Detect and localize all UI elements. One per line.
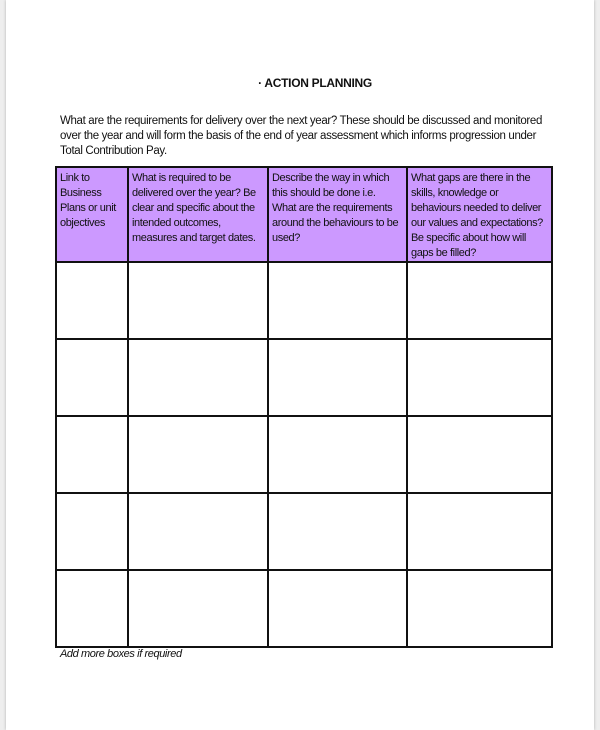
header-gaps: What gaps are there in the skills, knowledge or behaviours needed to deliver our values and expectations? Be specific about how will gaps be filled? [407,167,552,262]
table-cell[interactable] [268,339,407,416]
table-cell[interactable] [56,493,128,570]
table-row [56,416,552,493]
table-cell[interactable] [268,416,407,493]
page-title: · ACTION PLANNING [258,76,372,90]
footnote: Add more boxes if required [60,648,182,660]
table-cell[interactable] [128,339,268,416]
table-row [56,339,552,416]
table-cell[interactable] [56,262,128,339]
table-cell[interactable] [56,339,128,416]
table-cell[interactable] [56,570,128,647]
table-cell[interactable] [268,493,407,570]
table-header-row [56,167,552,262]
table-row [56,493,552,570]
table-cell[interactable] [407,416,552,493]
table-cell[interactable] [407,493,552,570]
header-business-plans: Link to Business Plans or unit objectives [56,167,128,262]
header-describe-way: Describe the way in which this should be done i.e. What are the requirements around the behaviours to be used? [268,167,407,262]
table-cell[interactable] [407,339,552,416]
action-planning-table [55,166,553,648]
document-page [6,0,594,730]
table-cell[interactable] [56,416,128,493]
table-row [56,262,552,339]
table-cell[interactable] [268,262,407,339]
table-cell[interactable] [128,262,268,339]
table-cell[interactable] [407,570,552,647]
header-what-required: What is required to be delivered over the year? Be clear and specific about the intended outcomes, measures and target dates. [128,167,268,262]
table-cell[interactable] [128,416,268,493]
table-cell[interactable] [407,262,552,339]
table-cell[interactable] [268,570,407,647]
table-row [56,570,552,647]
table-cell[interactable] [128,570,268,647]
intro-paragraph: What are the requirements for delivery over the next year? These should be discussed and monitored over the year and will form the basis of the end of year assessment which informs progression under Total Contribution Pay. [60,115,542,157]
table-cell[interactable] [128,493,268,570]
